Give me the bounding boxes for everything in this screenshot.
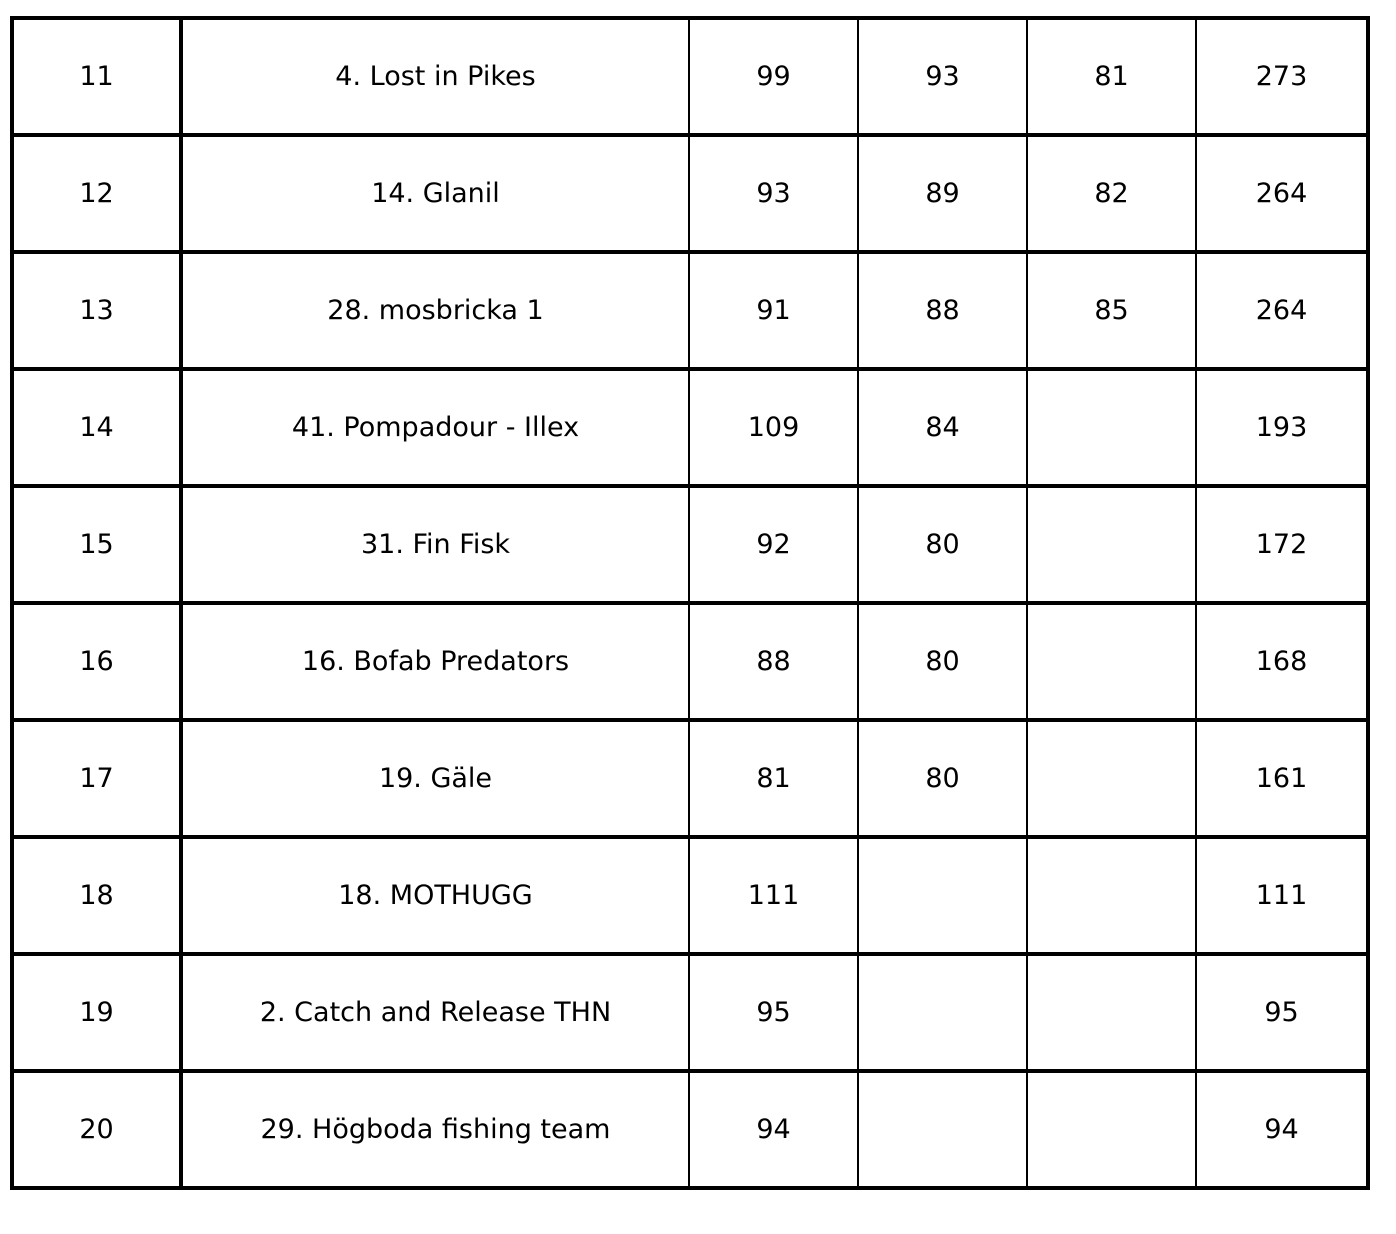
round1-cell: 99 [689,18,858,135]
total-cell: 264 [1196,135,1368,252]
team-cell: 14. Glanil [181,135,689,252]
round1-cell: 88 [689,603,858,720]
round2-cell: 93 [858,18,1027,135]
round1-cell: 95 [689,954,858,1071]
table-row [12,1071,1368,1188]
round3-cell: 85 [1027,252,1196,369]
round3-cell [1027,1071,1196,1188]
rank-cell: 12 [12,135,181,252]
team-cell: 29. Högboda fishing team [181,1071,689,1188]
team-cell: 31. Fin Fisk [181,486,689,603]
round1-cell: 109 [689,369,858,486]
round1-cell: 91 [689,252,858,369]
round1-cell: 81 [689,720,858,837]
table-row [12,369,1368,486]
rank-cell: 13 [12,252,181,369]
round2-cell: 88 [858,252,1027,369]
table-row [12,720,1368,837]
round2-cell [858,1071,1027,1188]
team-cell: 19. Gäle [181,720,689,837]
team-cell: 41. Pompadour - Illex [181,369,689,486]
team-cell: 2. Catch and Release THN [181,954,689,1071]
total-cell: 94 [1196,1071,1368,1188]
round3-cell: 81 [1027,18,1196,135]
table-row [12,954,1368,1071]
round3-cell [1027,603,1196,720]
total-cell: 273 [1196,18,1368,135]
rank-cell: 11 [12,18,181,135]
rank-cell: 18 [12,837,181,954]
team-cell: 16. Bofab Predators [181,603,689,720]
team-cell: 18. MOTHUGG [181,837,689,954]
round3-cell: 82 [1027,135,1196,252]
round3-cell [1027,837,1196,954]
team-cell: 4. Lost in Pikes [181,18,689,135]
table-row [12,252,1368,369]
total-cell: 111 [1196,837,1368,954]
table-row [12,837,1368,954]
total-cell: 172 [1196,486,1368,603]
rank-cell: 17 [12,720,181,837]
rank-cell: 19 [12,954,181,1071]
round1-cell: 111 [689,837,858,954]
round2-cell [858,954,1027,1071]
round2-cell: 80 [858,720,1027,837]
table-row [12,18,1368,135]
table-row [12,603,1368,720]
round3-cell [1027,954,1196,1071]
round2-cell: 89 [858,135,1027,252]
total-cell: 95 [1196,954,1368,1071]
table-row [12,135,1368,252]
round1-cell: 94 [689,1071,858,1188]
table-row [12,486,1368,603]
round1-cell: 92 [689,486,858,603]
total-cell: 168 [1196,603,1368,720]
rank-cell: 16 [12,603,181,720]
total-cell: 193 [1196,369,1368,486]
total-cell: 161 [1196,720,1368,837]
round2-cell: 84 [858,369,1027,486]
rank-cell: 20 [12,1071,181,1188]
round3-cell [1027,720,1196,837]
round2-cell: 80 [858,603,1027,720]
round2-cell [858,837,1027,954]
round3-cell [1027,369,1196,486]
rank-cell: 15 [12,486,181,603]
rank-cell: 14 [12,369,181,486]
round2-cell: 80 [858,486,1027,603]
team-cell: 28. mosbricka 1 [181,252,689,369]
round1-cell: 93 [689,135,858,252]
total-cell: 264 [1196,252,1368,369]
results-table [10,16,1370,1190]
round3-cell [1027,486,1196,603]
